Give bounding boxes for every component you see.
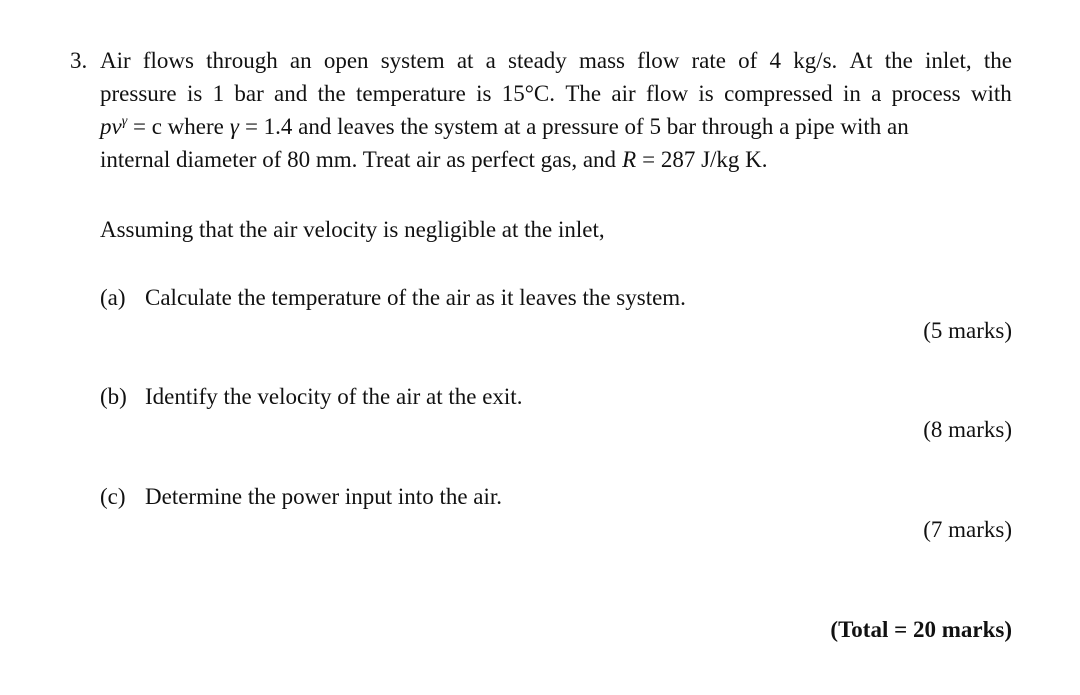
gamma-exponent: γ bbox=[121, 114, 128, 129]
word: mass bbox=[578, 48, 625, 73]
part-c-label: (c) bbox=[100, 484, 126, 509]
word: inlet, bbox=[924, 48, 972, 73]
part-b-label: (b) bbox=[100, 384, 127, 409]
part-b-text: Identify the velocity of the air at the exit. bbox=[145, 384, 523, 409]
word: The bbox=[565, 81, 602, 106]
equation-text: = c where bbox=[133, 114, 224, 139]
word: bar bbox=[234, 81, 264, 106]
word: of bbox=[738, 48, 758, 73]
question-line-4-text: internal diameter of 80 mm. Treat air as perfect gas, and bbox=[100, 147, 617, 172]
word: pressure bbox=[100, 81, 177, 106]
word: flows bbox=[142, 48, 194, 73]
word: At bbox=[849, 48, 873, 73]
word: open bbox=[323, 48, 369, 73]
assumption-text: Assuming that the air velocity is negligible at the inlet, bbox=[100, 217, 605, 242]
part-b-marks: (8 marks) bbox=[923, 417, 1012, 442]
word: 1 bbox=[212, 81, 225, 106]
process-equation bbox=[100, 110, 224, 143]
word: temperature bbox=[355, 81, 466, 106]
part-c-marks: (7 marks) bbox=[923, 517, 1012, 542]
word: is bbox=[698, 81, 714, 106]
word: is bbox=[186, 81, 203, 106]
word: an bbox=[289, 48, 312, 73]
word: process bbox=[891, 81, 961, 106]
word: the bbox=[884, 48, 913, 73]
question-line-4 bbox=[100, 143, 1012, 176]
gas-constant-symbol: R bbox=[622, 147, 637, 172]
word: the bbox=[983, 48, 1012, 73]
word: 15°C. bbox=[501, 81, 556, 106]
word: is bbox=[476, 81, 492, 106]
part-a-text: Calculate the temperature of the air as it leaves the system. bbox=[145, 285, 686, 310]
word: 4 bbox=[769, 48, 782, 73]
question-line-1 bbox=[100, 44, 1012, 77]
word: Air bbox=[100, 48, 131, 73]
gas-constant-value: = 287 J/kg K. bbox=[642, 147, 768, 172]
word: at bbox=[456, 48, 474, 73]
word: flow bbox=[645, 81, 689, 106]
question-statement bbox=[100, 44, 1012, 176]
part-a bbox=[100, 281, 686, 314]
part-a-marks: (5 marks) bbox=[923, 318, 1012, 343]
word: in bbox=[842, 81, 861, 106]
pv-symbol: pv bbox=[100, 114, 122, 139]
word: system bbox=[380, 48, 445, 73]
question-line-3 bbox=[100, 110, 1012, 143]
word: compressed bbox=[724, 81, 833, 106]
word: steady bbox=[508, 48, 567, 73]
word: air bbox=[611, 81, 636, 106]
question-number: 3. bbox=[70, 48, 88, 73]
part-b bbox=[100, 380, 522, 413]
total-marks: (Total = 20 marks) bbox=[830, 617, 1012, 642]
gamma-symbol: γ bbox=[229, 114, 239, 139]
question-line-2 bbox=[100, 77, 1012, 110]
word: and bbox=[274, 81, 308, 106]
word: the bbox=[317, 81, 346, 106]
word: a bbox=[485, 48, 496, 73]
part-c-text: Determine the power input into the air. bbox=[145, 484, 503, 509]
part-a-label: (a) bbox=[100, 285, 126, 310]
word: rate bbox=[691, 48, 726, 73]
word: a bbox=[871, 81, 882, 106]
word: with bbox=[970, 81, 1012, 106]
word: flow bbox=[637, 48, 680, 73]
part-c bbox=[100, 480, 502, 513]
question-line-3-rest: = 1.4 and leaves the system at a pressure of 5 bar through a pipe with an bbox=[244, 114, 909, 139]
word: through bbox=[206, 48, 278, 73]
word: kg/s. bbox=[793, 48, 838, 73]
